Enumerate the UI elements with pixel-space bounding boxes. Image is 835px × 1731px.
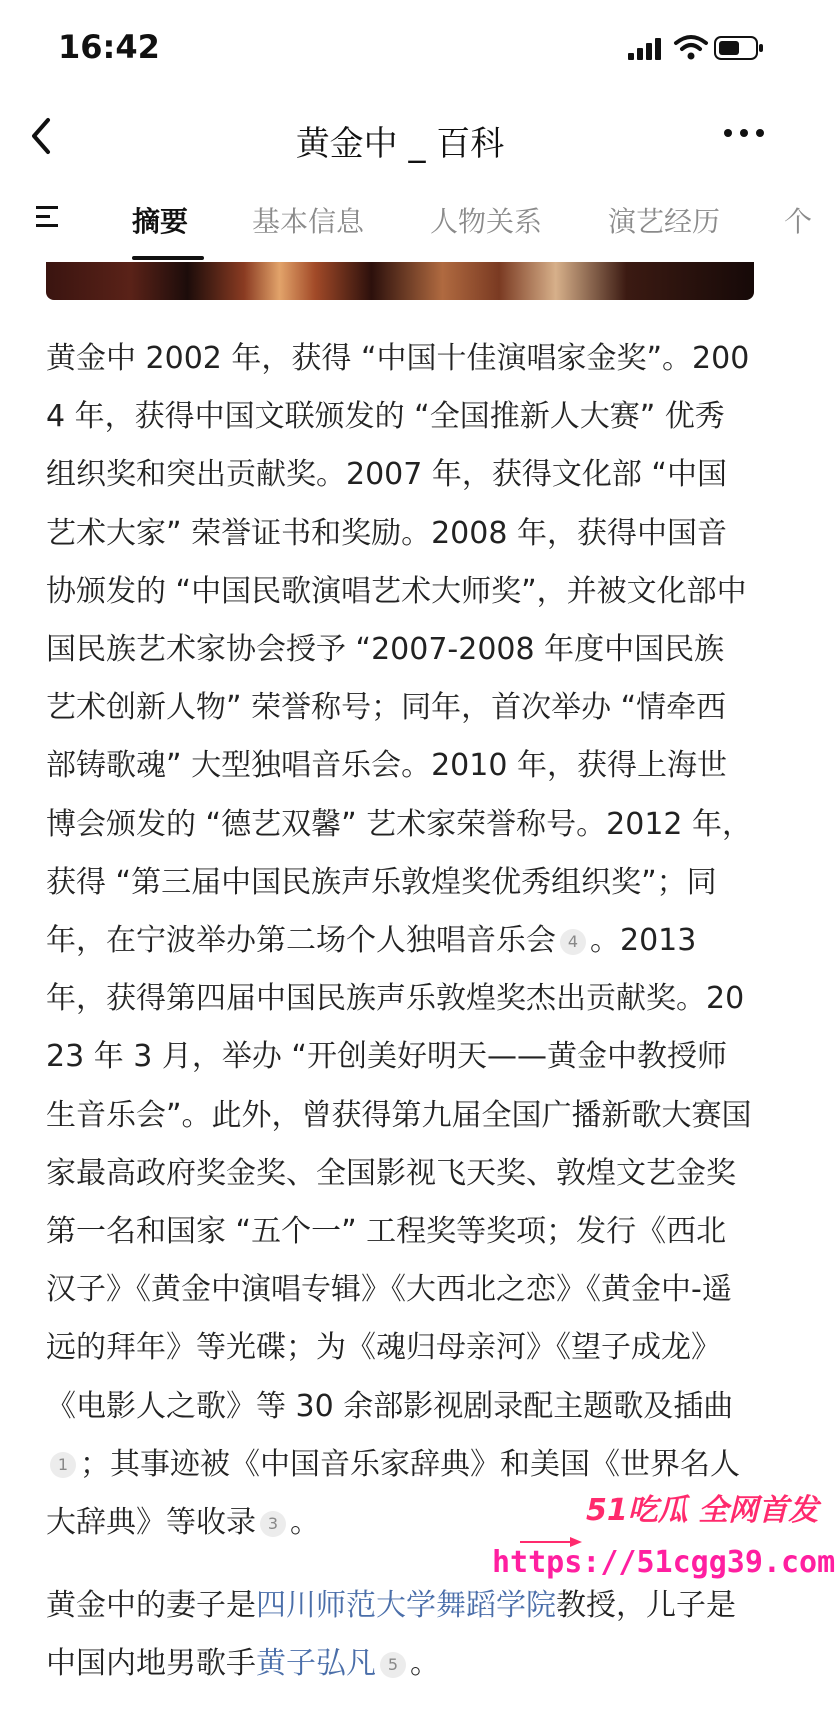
battery-icon [714, 36, 764, 60]
paragraph-text: ；其事迹被《中国音乐家辞典》和美国《世界名人大辞典》等收录 [46, 1446, 740, 1541]
tab-career[interactable]: 演艺经历 [608, 205, 721, 238]
status-time: 16:42 [58, 28, 160, 66]
article-photo[interactable] [46, 262, 754, 300]
paragraph-text: 。 [290, 1505, 320, 1541]
status-bar [0, 0, 800, 96]
link-sichuan-normal-dance-college[interactable]: 四川师范大学舞蹈学院 [256, 1588, 556, 1623]
watermark [492, 1485, 835, 1595]
catalog-menu-icon[interactable] [36, 204, 60, 230]
paragraph-text: 黄金中 2002 年，获得 “中国十佳演唱家金奖”。2004 年，获得中国文联颁发的 “全国推新人大赛” 优秀组织奖和突出贡献奖。2007 年，获得文化部 “中国艺术大家” 荣誉证书和奖励。2008 年，获得中国音协颁发的 “中国民歌演唱艺术大师奖”，并被文化部中国民族艺术家协会授予 “2007-2008 年度中国民族艺术创新人物” 荣誉称号；同年，首次举办 “情牵西部铸歌魂” 大型独唱音乐会。2010 年，获得上海世博会颁发的 “德艺双馨” 艺术家荣誉称号。2012 年，获得 “第三届中国民族声乐敦煌奖优秀组织奖”；同年，在宁波举办第二场个人独唱音乐会 [46, 341, 753, 959]
reference-badge[interactable]: 1 [50, 1452, 76, 1478]
reference-badge[interactable]: 4 [560, 929, 586, 955]
tab-bar [0, 186, 813, 258]
paragraph-text: 黄金中的妻子是 [46, 1588, 256, 1623]
tab-relationships[interactable]: 人物关系 [430, 205, 543, 238]
paragraph-text: 教授，儿子是中国内地男歌手 [46, 1588, 736, 1682]
paragraph-text: 。2013 年，获得第四届中国民族声乐敦煌奖杰出贡献奖。2023 年 3 月，举办 “开创美好明天——黄金中教授师生音乐会”。此外，曾获得第九届全国广播新歌大赛国家最高政府奖金奖、全国影视飞天奖、敦煌文艺金奖第一名和国家 “五个一” 工程奖等奖项；发行《西北汉子》《黄金中演唱专辑》《大西北之恋》《黄金中-遥远的拜年》等光碟；为《魂归母亲河》《望子成龙》《电影人之歌》等 30 余部影视剧录配主题歌及插曲 [46, 923, 752, 1424]
active-tab-indicator [132, 256, 204, 260]
tab-basic-info[interactable]: 基本信息 [252, 205, 365, 238]
reference-badge[interactable]: 5 [380, 1652, 406, 1678]
link-huang-zi-hong-fan[interactable]: 黄子弘凡 [256, 1646, 376, 1682]
reference-badge[interactable]: 3 [260, 1511, 286, 1537]
page-title: 黄金中 _ 百科 [295, 124, 505, 164]
watermark-brand: 51吃瓜 全网首发 [586, 1493, 819, 1528]
tab-summary[interactable]: 摘要 [132, 205, 189, 238]
wifi-icon [674, 34, 708, 60]
nav-bar [0, 96, 800, 176]
watermark-url: https://51cgg39.com [492, 1545, 835, 1580]
paragraph-awards [46, 330, 754, 1552]
cellular-signal-icon [628, 38, 662, 60]
paragraph-text: 。 [410, 1646, 440, 1682]
more-options-icon[interactable] [722, 126, 766, 140]
tab-more[interactable]: 个 [784, 205, 813, 238]
article-body [46, 330, 754, 1552]
